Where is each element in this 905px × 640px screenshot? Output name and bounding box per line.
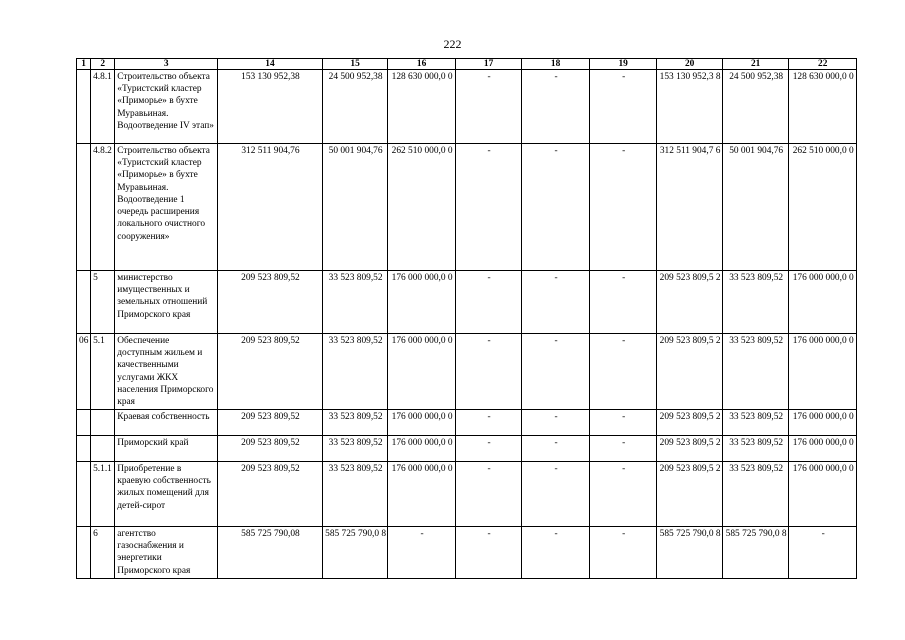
cell-col19: - <box>589 410 657 436</box>
cell-name: Краевая собственность <box>115 410 218 436</box>
col-header-14: 14 <box>218 59 323 70</box>
cell-col2 <box>91 436 115 462</box>
cell-col1 <box>77 271 91 334</box>
cell-col21: 24 500 952,38 <box>722 70 789 144</box>
cell-col19: - <box>589 436 657 462</box>
cell-col22: 262 510 000,0 0 <box>789 144 857 271</box>
cell-col14: 585 725 790,08 <box>218 527 323 579</box>
cell-col15: 50 001 904,76 <box>322 144 388 271</box>
cell-col14: 153 130 952,38 <box>218 70 323 144</box>
cell-col17: - <box>455 271 522 334</box>
cell-col19: - <box>589 334 657 410</box>
cell-name: агентство газоснабжения и энергетики Приморского края <box>115 527 218 579</box>
cell-col21: 33 523 809,52 <box>722 410 789 436</box>
cell-col18: - <box>522 410 590 436</box>
cell-name: Приобретение в краевую собственность жилых помещений для детей-сирот <box>115 462 218 527</box>
cell-col1 <box>77 462 91 527</box>
col-header-20: 20 <box>657 59 723 70</box>
cell-col20: 209 523 809,5 2 <box>657 271 723 334</box>
cell-col16: 262 510 000,0 0 <box>388 144 456 271</box>
cell-col16: 176 000 000,0 0 <box>388 271 456 334</box>
cell-col20: 209 523 809,5 2 <box>657 410 723 436</box>
cell-col20: 209 523 809,5 2 <box>657 436 723 462</box>
cell-col2: 4.8.2 <box>91 144 115 271</box>
cell-col17: - <box>455 334 522 410</box>
cell-col14: 209 523 809,52 <box>218 271 323 334</box>
cell-col22: 176 000 000,0 0 <box>789 462 857 527</box>
cell-col21: 33 523 809,52 <box>722 436 789 462</box>
cell-col14: 209 523 809,52 <box>218 462 323 527</box>
cell-col1 <box>77 70 91 144</box>
cell-col14: 209 523 809,52 <box>218 410 323 436</box>
cell-col22: 176 000 000,0 0 <box>789 334 857 410</box>
cell-col15: 33 523 809,52 <box>322 410 388 436</box>
cell-col17: - <box>455 410 522 436</box>
cell-col18: - <box>522 271 590 334</box>
table-row <box>77 436 857 462</box>
cell-col18: - <box>522 462 590 527</box>
cell-col18: - <box>522 334 590 410</box>
cell-col17: - <box>455 527 522 579</box>
cell-col21: 50 001 904,76 <box>722 144 789 271</box>
cell-col19: - <box>589 527 657 579</box>
table-row <box>77 144 857 271</box>
cell-col18: - <box>522 527 590 579</box>
cell-col19: - <box>589 462 657 527</box>
cell-col22: 176 000 000,0 0 <box>789 271 857 334</box>
cell-col17: - <box>455 462 522 527</box>
cell-col15: 585 725 790,0 8 <box>322 527 388 579</box>
table-row <box>77 527 857 579</box>
table-row <box>77 70 857 144</box>
col-header-1: 1 <box>77 59 91 70</box>
cell-col18: - <box>522 144 590 271</box>
table-row <box>77 334 857 410</box>
cell-col20: 153 130 952,3 8 <box>657 70 723 144</box>
col-header-17: 17 <box>455 59 522 70</box>
cell-col18: - <box>522 436 590 462</box>
cell-col21: 33 523 809,52 <box>722 462 789 527</box>
table-row <box>77 271 857 334</box>
table-row <box>77 462 857 527</box>
cell-col2: 5.1.1 <box>91 462 115 527</box>
cell-col16: 176 000 000,0 0 <box>388 410 456 436</box>
col-header-3: 3 <box>115 59 218 70</box>
cell-col16: - <box>388 527 456 579</box>
cell-col1 <box>77 436 91 462</box>
budget-table <box>76 58 857 579</box>
cell-col15: 24 500 952,38 <box>322 70 388 144</box>
cell-col18: - <box>522 70 590 144</box>
col-header-21: 21 <box>722 59 789 70</box>
cell-col14: 209 523 809,52 <box>218 334 323 410</box>
cell-col16: 176 000 000,0 0 <box>388 436 456 462</box>
cell-col16: 176 000 000,0 0 <box>388 334 456 410</box>
cell-col22: 128 630 000,0 0 <box>789 70 857 144</box>
cell-col17: - <box>455 436 522 462</box>
cell-col21: 585 725 790,0 8 <box>722 527 789 579</box>
cell-col1 <box>77 410 91 436</box>
cell-col2: 5 <box>91 271 115 334</box>
cell-col15: 33 523 809,52 <box>322 271 388 334</box>
cell-col1 <box>77 144 91 271</box>
cell-col15: 33 523 809,52 <box>322 436 388 462</box>
cell-col19: - <box>589 144 657 271</box>
cell-col15: 33 523 809,52 <box>322 334 388 410</box>
col-header-18: 18 <box>522 59 590 70</box>
cell-col14: 312 511 904,76 <box>218 144 323 271</box>
cell-name: Строительство объекта «Туристский кластер «Приморье» в бухте Муравьиная. Водоотведение IV этап» <box>115 70 218 144</box>
cell-col2: 4.8.1 <box>91 70 115 144</box>
cell-col20: 585 725 790,0 8 <box>657 527 723 579</box>
page-number: 222 <box>443 37 462 51</box>
col-header-15: 15 <box>322 59 388 70</box>
cell-col19: - <box>589 70 657 144</box>
header-row <box>77 59 857 70</box>
col-header-22: 22 <box>789 59 857 70</box>
cell-col19: - <box>589 271 657 334</box>
cell-col20: 312 511 904,7 6 <box>657 144 723 271</box>
cell-col15: 33 523 809,52 <box>322 462 388 527</box>
cell-name: Строительство объекта «Туристский кластер «Приморье» в бухте Муравьиная. Водоотведение 1 очередь расширения локального очистного сооружения» <box>115 144 218 271</box>
cell-col17: - <box>455 70 522 144</box>
cell-name: министерство имущественных и земельных отношений Приморского края <box>115 271 218 334</box>
cell-col22: 176 000 000,0 0 <box>789 410 857 436</box>
cell-col17: - <box>455 144 522 271</box>
cell-col22: 176 000 000,0 0 <box>789 436 857 462</box>
cell-col21: 33 523 809,52 <box>722 271 789 334</box>
col-header-16: 16 <box>388 59 456 70</box>
cell-col21: 33 523 809,52 <box>722 334 789 410</box>
cell-col1 <box>77 527 91 579</box>
cell-col20: 209 523 809,5 2 <box>657 462 723 527</box>
cell-col2: 5.1 <box>91 334 115 410</box>
cell-col1: 06 <box>77 334 91 410</box>
cell-col16: 176 000 000,0 0 <box>388 462 456 527</box>
col-header-19: 19 <box>589 59 657 70</box>
cell-col14: 209 523 809,52 <box>218 436 323 462</box>
table-row <box>77 410 857 436</box>
cell-col2 <box>91 410 115 436</box>
cell-name: Приморский край <box>115 436 218 462</box>
cell-col20: 209 523 809,5 2 <box>657 334 723 410</box>
col-header-2: 2 <box>91 59 115 70</box>
cell-col2: 6 <box>91 527 115 579</box>
cell-col22: - <box>789 527 857 579</box>
cell-name: Обеспечение доступным жильем и качественными услугами ЖКХ населения Приморского края <box>115 334 218 410</box>
cell-col16: 128 630 000,0 0 <box>388 70 456 144</box>
